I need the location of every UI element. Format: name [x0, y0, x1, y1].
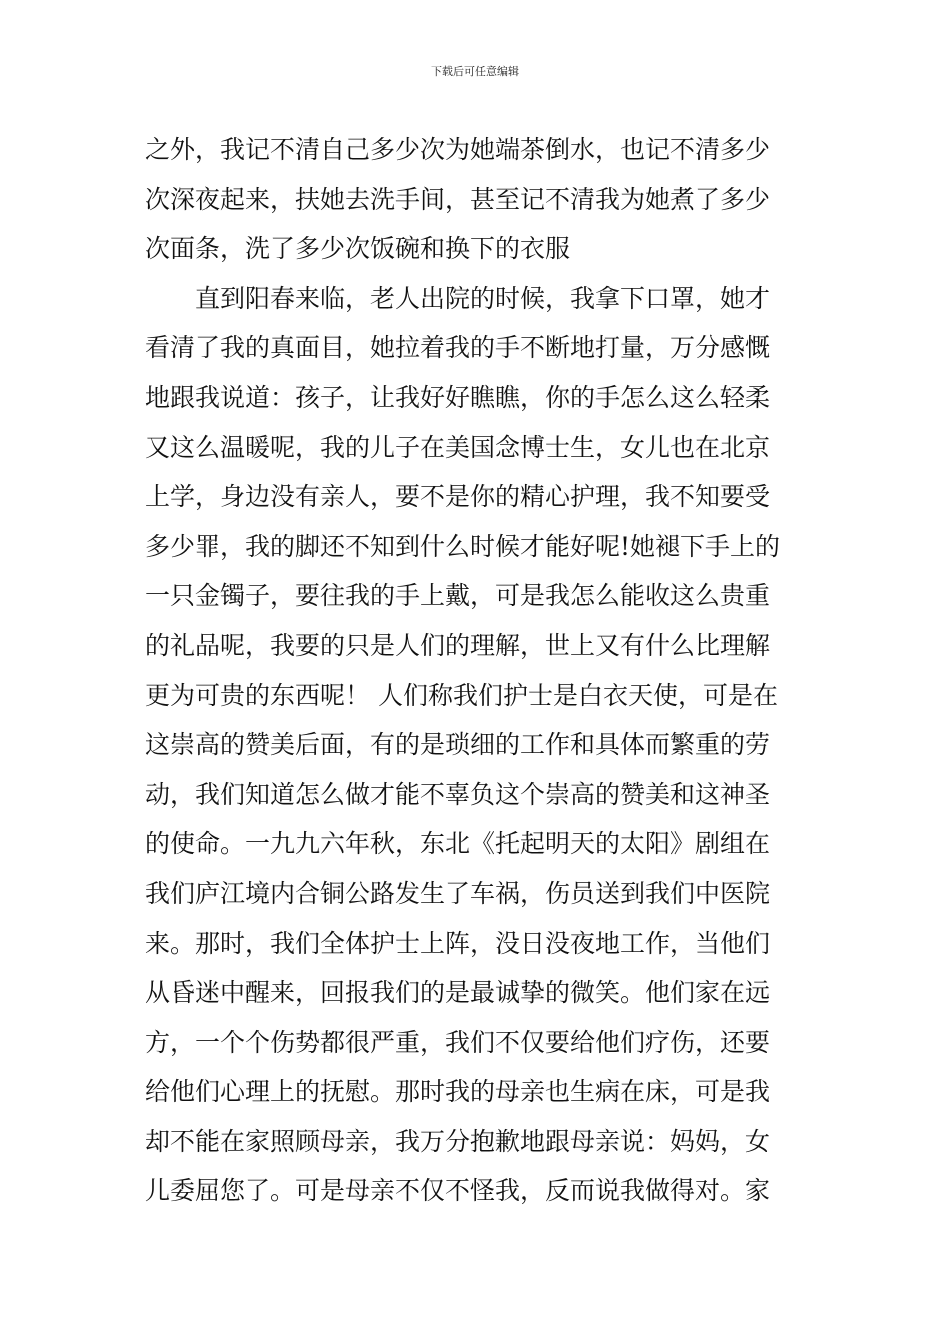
document-body: [145, 125, 815, 1216]
text-line: 次深夜起来，扶她去洗手间，甚至记不清我为她煮了多少: [145, 184, 771, 214]
text-line: 地跟我说道：孩子，让我好好瞧瞧，你的手怎么这么轻柔: [145, 382, 771, 412]
text-line: 的礼品呢，我要的只是人们的理解，世上又有什么比理解: [145, 630, 771, 660]
text-line: 又这么温暖呢，我的儿子在美国念博士生，女儿也在北京: [145, 432, 771, 462]
text-line: 儿委屈您了。可是母亲不仅不怪我，反而说我做得对。家: [145, 1176, 771, 1206]
text-line: 多少罪，我的脚还不知到什么时候才能好呢!她褪下手上的: [145, 531, 781, 561]
text-line: 我们庐江境内合铜公路发生了车祸，伤员送到我们中医院: [145, 878, 771, 908]
text-line: 的使命。一九九六年秋，东北《托起明天的太阳》剧组在: [145, 829, 771, 859]
text-line: 来。那时，我们全体护士上阵，没日没夜地工作，当他们: [145, 928, 771, 958]
page-header: 下载后可任意编辑: [431, 65, 519, 78]
text-line: 动，我们知道怎么做才能不辜负这个崇高的赞美和这神圣: [145, 779, 771, 809]
text-line: 看清了我的真面目，她拉着我的手不断地打量，万分感慨: [145, 333, 771, 363]
text-line: 上学，身边没有亲人，要不是你的精心护理，我不知要受: [145, 482, 771, 512]
text-line: 次面条，洗了多少次饭碗和换下的衣服: [145, 234, 571, 264]
text-line: 这崇高的赞美后面，有的是琐细的工作和具体而繁重的劳: [145, 730, 771, 760]
text-line: 给他们心理上的抚慰。那时我的母亲也生病在床，可是我: [145, 1077, 771, 1107]
text-line: 更为可贵的东西呢！ 人们称我们护士是白衣天使，可是在: [145, 680, 778, 710]
text-line: 一只金镯子，要往我的手上戴，可是我怎么能收这么贵重: [145, 581, 771, 611]
text-line: 却不能在家照顾母亲，我万分抱歉地跟母亲说：妈妈，女: [145, 1126, 771, 1156]
text-line: 直到阳春来临，老人出院的时候，我拿下口罩，她才: [145, 283, 771, 313]
text-line: 之外，我记不清自己多少次为她端茶倒水，也记不清多少: [145, 135, 771, 164]
text-line: 方，一个个伤势都很严重，我们不仅要给他们疗伤，还要: [145, 1027, 771, 1057]
text-line: 从昏迷中醒来，回报我们的是最诚挚的微笑。他们家在远: [145, 978, 771, 1008]
